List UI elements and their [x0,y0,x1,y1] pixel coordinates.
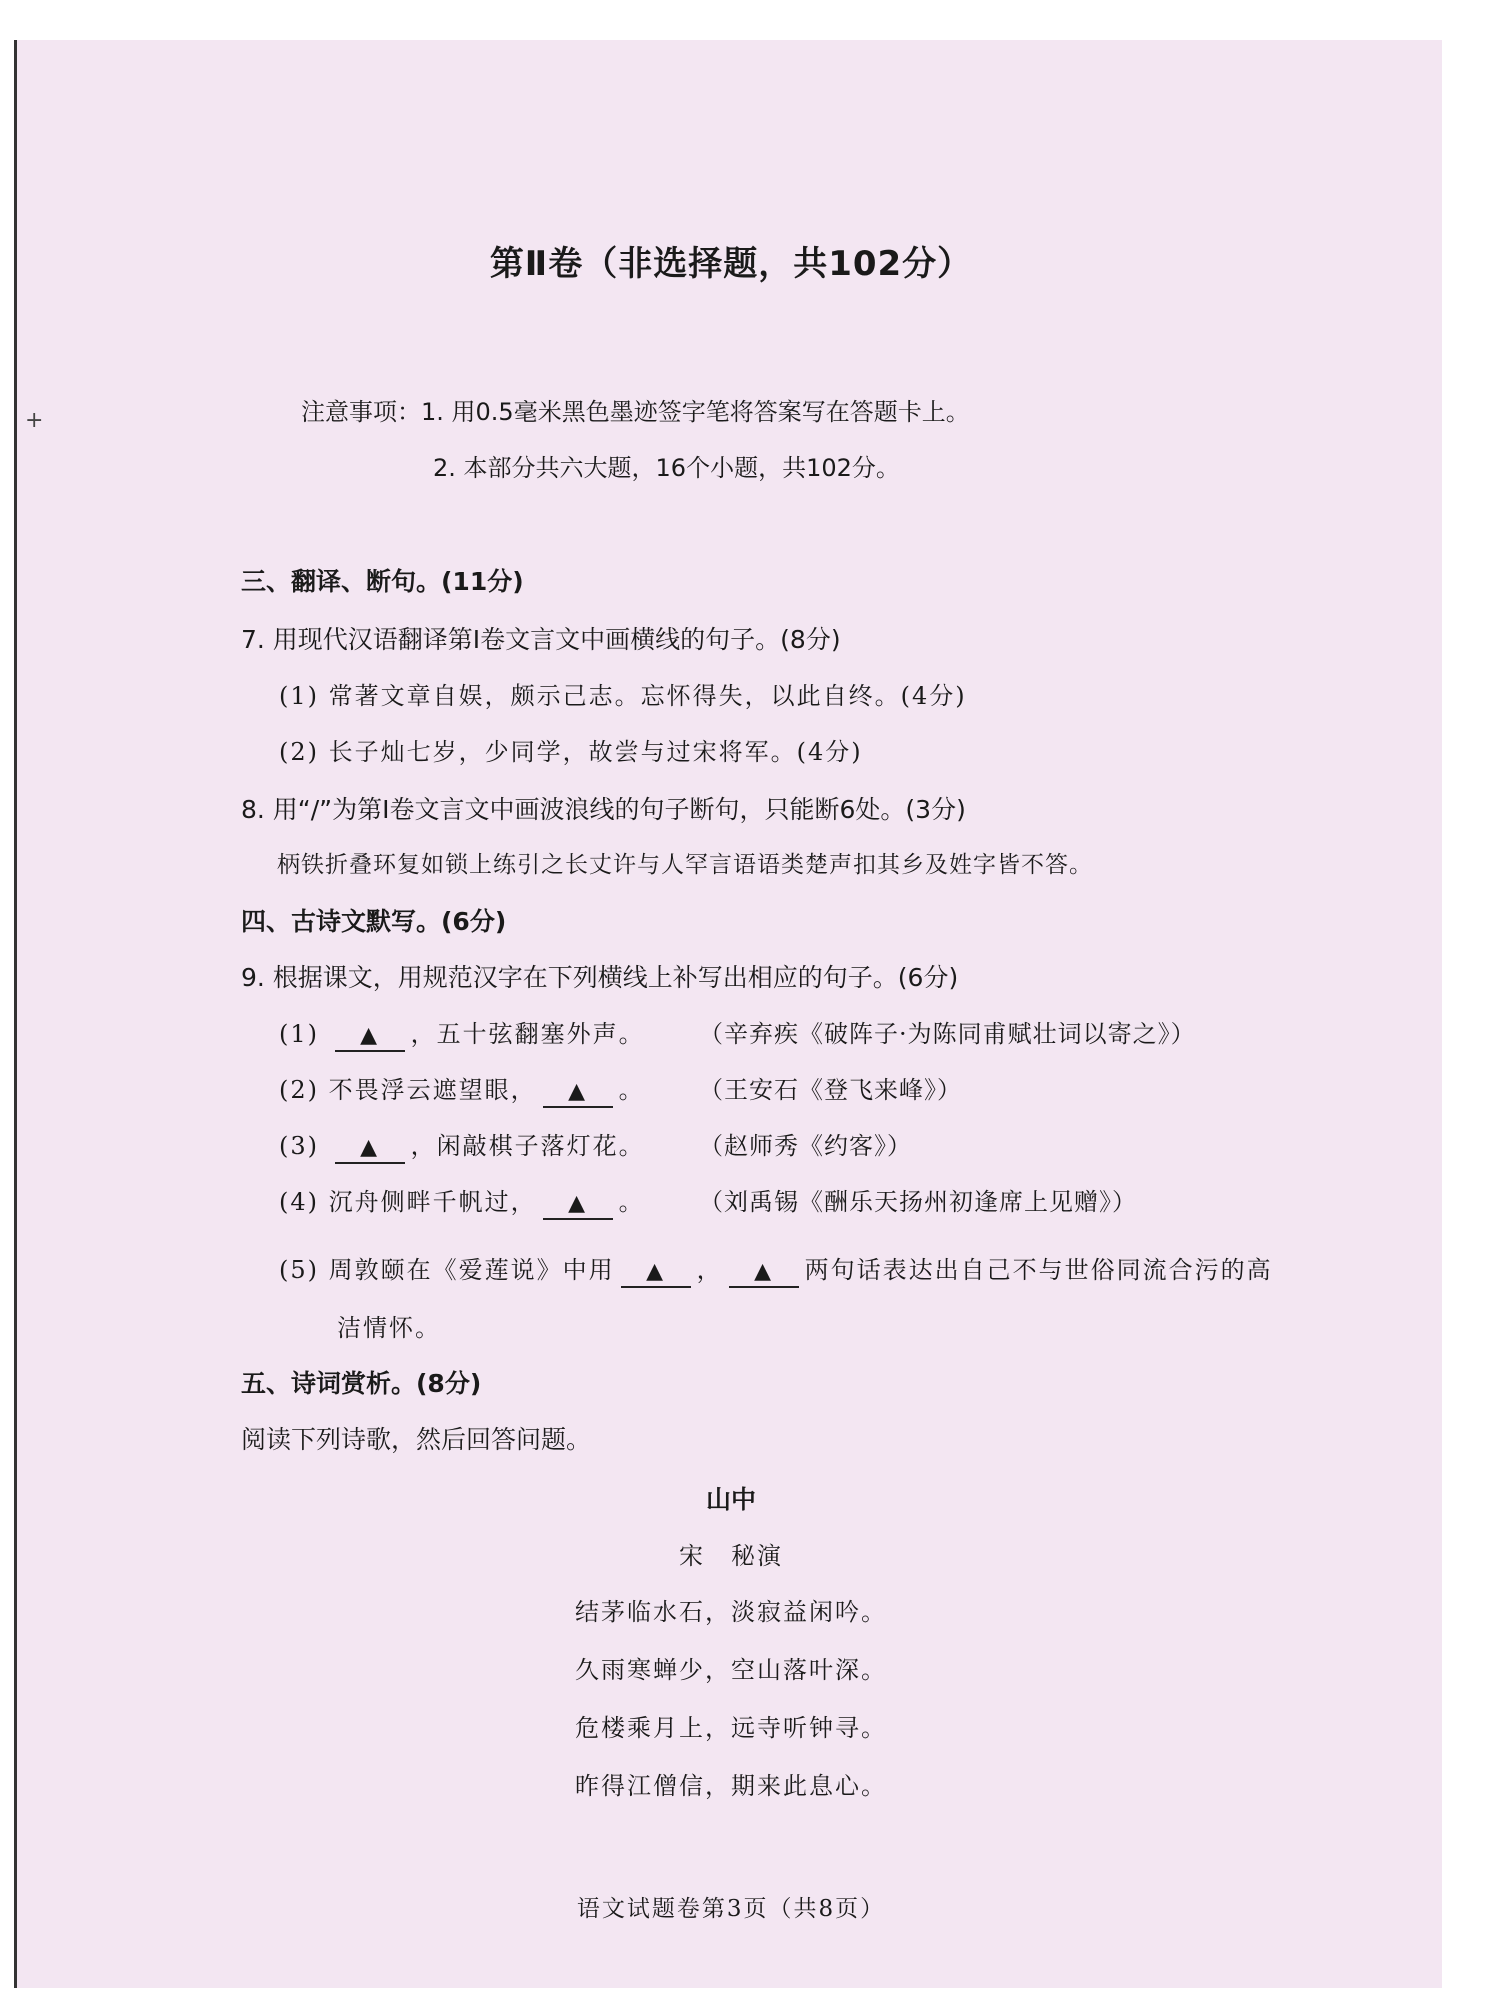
item-text: ，闲敲棋子落灯花。 [410,1132,645,1160]
poem-line-4: 昨得江僧信，期来此息心。 [575,1772,887,1800]
q9-item-2 [279,1070,645,1108]
q9-item-5-continued: 洁情怀。 [337,1314,441,1342]
item-number: (2) [279,1076,319,1104]
item-number: (1) [279,1020,319,1048]
poem-author: 宋 秘演 [679,1542,783,1570]
item-text-post: 两句话表达出自己不与世俗同流合污的高 [804,1256,1273,1284]
item-end: 。 [618,1076,645,1104]
q9-item-3-source: （赵师秀《约客》） [699,1132,912,1160]
note-line-1: 注意事项：1. 用0.5毫米黑色墨迹签字笔将答案写在答题卡上。 [301,398,970,426]
item-text: 不畏浮云遮望眼， [328,1076,537,1104]
q9-item-4-source: （刘禹锡《酬乐天扬州初逢席上见赠》） [699,1188,1137,1216]
exam-page [14,40,1442,1988]
q7-item-2: (2) 长子灿七岁，少同学，故尝与过宋将军。(4分) [279,738,863,766]
section-5-intro: 阅读下列诗歌，然后回答问题。 [241,1425,592,1454]
note-line-2: 2. 本部分共六大题，16个小题，共102分。 [433,454,900,482]
page-title: 第Ⅱ卷（非选择题，共102分） [489,244,973,284]
poem-title: 山中 [705,1485,756,1514]
page-footer: 语文试题卷第3页（共8页） [576,1896,886,1922]
answer-blank[interactable]: ▲ [543,1193,613,1220]
answer-blank[interactable]: ▲ [335,1137,405,1164]
section-4-heading: 四、古诗文默写。(6分) [241,907,507,936]
poem-line-2: 久雨寒蝉少，空山落叶深。 [575,1656,887,1684]
registration-mark: + [25,408,44,433]
item-number: (3) [279,1132,319,1160]
poem-line-3: 危楼乘月上，远寺听钟寻。 [575,1714,887,1742]
q9-item-4 [279,1182,645,1220]
item-number: (4) [279,1188,319,1216]
item-text: ，五十弦翻塞外声。 [410,1020,645,1048]
item-number: (5) [279,1256,319,1284]
q9-item-2-source: （王安石《登飞来峰》） [699,1076,962,1104]
poem-line-1: 结茅临水石，淡寂益闲吟。 [575,1598,887,1626]
section-3-heading: 三、翻译、断句。(11分) [241,567,524,596]
section-5-heading: 五、诗词赏析。(8分) [241,1369,482,1398]
q9-item-5 [279,1250,1273,1288]
answer-blank[interactable]: ▲ [335,1025,405,1052]
item-text: 周敦颐在《爱莲说》中用 [328,1256,615,1284]
q8-prompt: 8. 用“/”为第Ⅰ卷文言文中画波浪线的句子断句，只能断6处。(3分) [241,795,966,824]
q9-prompt: 9. 根据课文，用规范汉字在下列横线上补写出相应的句子。(6分) [241,963,959,992]
answer-blank[interactable]: ▲ [543,1081,613,1108]
answer-blank[interactable]: ▲ [729,1261,799,1288]
q9-item-1 [279,1014,645,1052]
answer-blank[interactable]: ▲ [621,1261,691,1288]
item-mid: ， [696,1256,723,1284]
q7-prompt: 7. 用现代汉语翻译第Ⅰ卷文言文中画横线的句子。(8分) [241,625,841,654]
q9-item-1-source: （辛弃疾《破阵子·为陈同甫赋壮词以寄之》） [699,1020,1196,1048]
q8-text: 柄铁折叠环复如锁上练引之长丈许与人罕言语语类楚声扣其乡及姓字皆不答。 [277,852,1093,878]
item-end: 。 [618,1188,645,1216]
item-text: 沉舟侧畔千帆过， [328,1188,537,1216]
q7-item-1: (1) 常著文章自娱，颇示己志。忘怀得失，以此自终。(4分) [279,682,967,710]
q9-item-3 [279,1126,645,1164]
